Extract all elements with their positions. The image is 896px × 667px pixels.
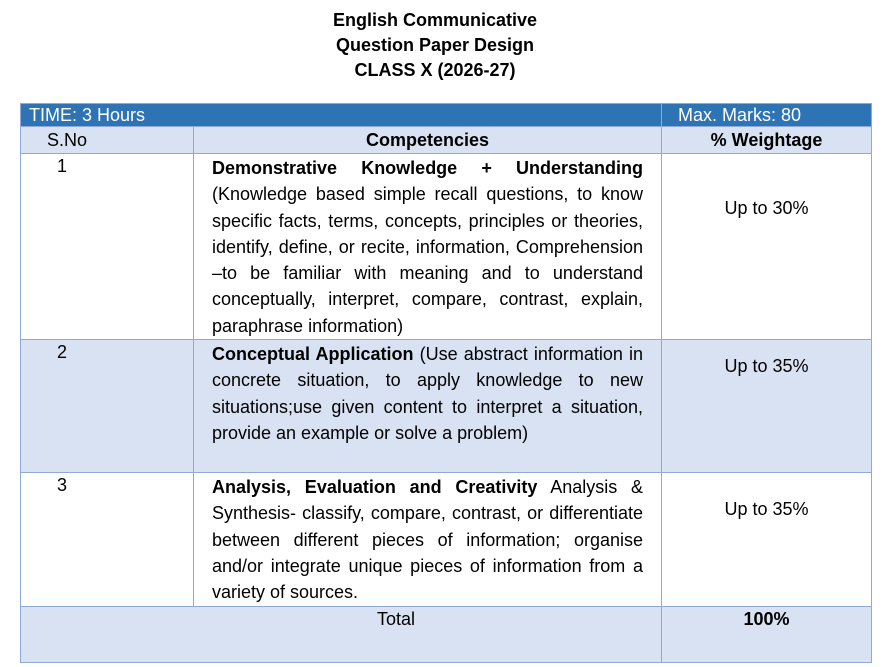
row-competency <box>194 340 662 473</box>
competency-description: Analysis & Synthesis- classify, compare, contrast, or differentiate between different pieces of information; organise and/or integrate unique pieces of information from a variety of sources. <box>212 477 643 603</box>
document-title <box>0 8 870 83</box>
row-weightage: Up to 35% <box>662 340 872 473</box>
time-label: TIME: 3 Hours <box>21 104 662 127</box>
row-competency <box>194 154 662 340</box>
row-weightage: Up to 35% <box>662 473 872 606</box>
competency-heading: Conceptual Application <box>212 344 414 365</box>
row-sno: 3 <box>21 473 194 606</box>
competency-heading: Analysis, Evaluation and Creativity <box>212 477 538 498</box>
total-label: Total <box>21 606 662 662</box>
header-weightage: % Weightage <box>662 127 872 154</box>
total-value: 100% <box>662 606 872 662</box>
competency-description: (Knowledge based simple recall questions, to know specific facts, terms, concepts, principles or theories, identify, define, or recite, information, Comprehension –to be familiar with meaning and to understand conceptually, interpret, compare, contrast, explain, paraphrase information) <box>212 184 643 336</box>
header-competencies: Competencies <box>194 127 662 154</box>
title-line-1: English Communicative <box>332 10 538 30</box>
time-marks-row <box>21 104 872 127</box>
title-line-2: Question Paper Design <box>335 35 535 55</box>
row-sno: 1 <box>21 154 194 340</box>
competency-heading: Demonstrative Knowledge + Understanding <box>212 158 643 178</box>
max-marks-label: Max. Marks: 80 <box>662 104 872 127</box>
table-row <box>21 154 872 340</box>
title-line-3: CLASS X (2026-27) <box>354 60 516 80</box>
competency-description: (Use abstract information in concrete situation, to apply knowledge to new situations;use given content to interpret a situation, provide an example or solve a problem) <box>212 344 643 443</box>
row-sno: 2 <box>21 340 194 473</box>
header-row <box>21 127 872 154</box>
total-row <box>21 606 872 662</box>
table-row <box>21 473 872 606</box>
row-weightage: Up to 30% <box>662 154 872 340</box>
header-sno: S.No <box>21 127 194 154</box>
question-paper-design-table <box>20 103 872 663</box>
table-row <box>21 340 872 473</box>
row-competency <box>194 473 662 606</box>
